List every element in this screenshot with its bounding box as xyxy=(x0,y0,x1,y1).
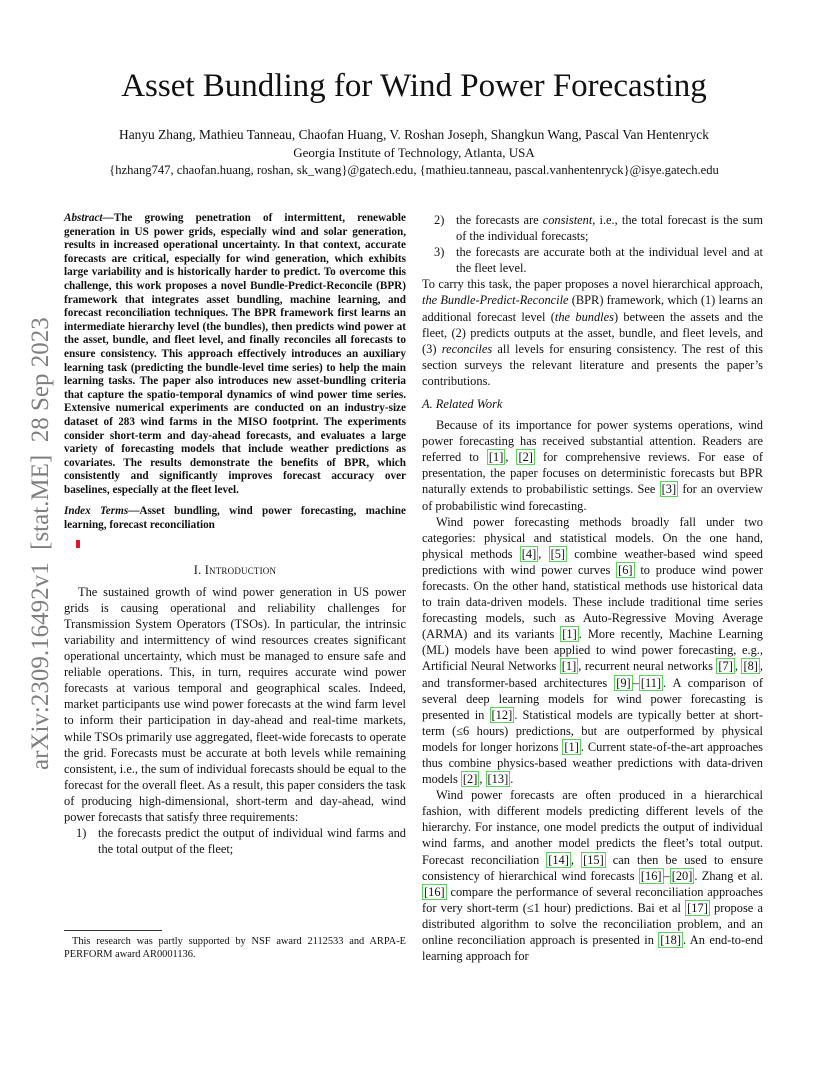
text-run: , xyxy=(734,659,742,674)
intro-paragraph-1: The sustained growth of wind power generation in US power grids is causing operational and reliability challenges for Transmission System Operators (TSOs). In particular, the intrinsic variability and intermittency of wind resources creates significant operational uncertainty, which must be managed to ensure safe and reliable operations. This, in turn, requires accurate wind power forecasts at various temporal and geographical scales. Indeed, market participants use wind power forecasts at the wind farm level to inform their participation in day-ahead and real-time markets, while TSOs primarily use aggregated, fleet-wide forecasts to operate the grid. Forecasts must be accurate at both levels while remaining consistent, i.e., the sum of individual forecasts should be equal to the forecast for the overall fleet. As a result, this paper considers the task of producing high-dimensional, short-term and day-ahead, wind power forecasts that satisfy three requirements: xyxy=(64,584,407,824)
text-emphasis: the Bundle-Predict-Reconcile xyxy=(422,293,569,308)
citation-link[interactable]: [6] xyxy=(618,562,633,577)
citation-link[interactable]: [1] xyxy=(562,627,577,642)
section-number: I. xyxy=(193,562,205,577)
text-run: , recurrent neural networks xyxy=(578,659,717,674)
footnote: This research was partly supported by NSF award 2112533 and ARPA-E PERFORM award AR0001136. xyxy=(64,936,406,960)
text-run: – xyxy=(632,675,639,690)
citation-link[interactable]: [5] xyxy=(550,546,566,561)
citation-link[interactable]: [12] xyxy=(491,707,513,722)
subsection-heading-related-work: A. Related Work xyxy=(422,397,503,412)
paper-title: Asset Bundling for Wind Power Forecasting xyxy=(121,68,707,104)
index-terms xyxy=(64,505,406,532)
text-run: To carry this task, the paper proposes a novel hierarchical approach, xyxy=(422,277,763,292)
text-run: compare the performance of several reconciliation approaches for very short-term (≤1 hour) predictions. Bai et al xyxy=(422,884,763,915)
list-text: the forecasts are accurate both at the individual level and at the fleet level. xyxy=(456,245,763,276)
right-column xyxy=(422,212,763,964)
text-run: . xyxy=(510,772,514,787)
text-run: all levels for ensuring consistency. The rest of this section surveys the relevant literature and presents the paper’s contributions. xyxy=(422,341,764,388)
list-number: 2) xyxy=(434,213,445,227)
text-run: for comprehensive reviews. For ease of presentation, the paper focuses on deterministic forecasts but BPR naturally extends to probabilistic settings. See xyxy=(422,450,763,497)
arxiv-stamp xyxy=(18,270,58,790)
related-work-paragraph-1 xyxy=(422,417,763,514)
text-run: to produce wind power forecasts. On the other hand, statistical methods use historical data to train data-driven models. These include traditional time series forecasting models, such as Auto-Regressive Moving Average (ARMA) and its variants xyxy=(422,562,763,642)
list-item xyxy=(422,244,763,276)
requirements-list xyxy=(64,825,406,857)
text-run: . Current state-of-the-art approaches thus combine physics-based weather predictions with data-driven models xyxy=(422,739,763,787)
citation-link[interactable]: [14] xyxy=(548,852,569,867)
citation-link[interactable]: [1] xyxy=(564,739,579,754)
abstract-lead: Abstract xyxy=(64,212,103,224)
left-column xyxy=(64,212,406,857)
list-item xyxy=(64,825,406,857)
citation-link[interactable]: [1] xyxy=(488,450,504,465)
citation-link[interactable]: [17] xyxy=(687,900,708,915)
text-run: . An end-to-end learning approach for xyxy=(422,933,763,964)
text-run: , xyxy=(538,546,549,561)
index-terms-lead: Index Terms xyxy=(64,505,129,518)
citation-link[interactable]: [4] xyxy=(521,546,537,561)
citation-link[interactable]: [2] xyxy=(518,450,533,465)
text-run: combine weather-based wind speed predictions with wind power curves xyxy=(422,546,763,577)
citation-link[interactable]: [7] xyxy=(718,659,733,674)
text-run: – xyxy=(663,868,670,883)
section-title: Introduction xyxy=(204,562,277,577)
text-run: (BPR) framework, which (1) learns an additional forecast level ( xyxy=(422,293,764,324)
related-work-paragraph-3 xyxy=(422,787,763,964)
citation-link[interactable]: [16] xyxy=(424,884,445,899)
citation-link[interactable]: [20] xyxy=(671,868,693,883)
text-run: ) between the assets and the fleet, (2) predicts outputs at the asset, bundle, and fleet levels, and (3) xyxy=(422,309,764,356)
text-emphasis: reconciles xyxy=(441,341,493,356)
footnote-rule xyxy=(64,930,162,931)
intro-paragraph-2 xyxy=(422,276,763,389)
related-work-paragraph-2 xyxy=(422,514,763,788)
list-number: 1) xyxy=(76,826,87,841)
citation-link[interactable]: [13] xyxy=(487,772,509,787)
text-run: for an overview of probabilistic wind forecasting. xyxy=(422,482,763,513)
list-text: , i.e., the total forecast is the sum of the individual forecasts; xyxy=(456,213,763,244)
affiliation: Georgia Institute of Technology, Atlanta, USA xyxy=(293,145,535,160)
list-item xyxy=(422,212,763,244)
list-text: the forecasts are xyxy=(456,213,543,227)
text-run: , xyxy=(479,772,486,787)
citation-link[interactable]: [1] xyxy=(561,659,577,674)
text-run: . Statistical models are typically better at short-term (≤6 hours) predictions, but are outperformed by physical models for longer horizons xyxy=(422,707,763,754)
citation-link[interactable]: [15] xyxy=(583,852,604,867)
index-terms-text: —Asset bundling, wind power forecasting, machine learning, forecast reconciliation xyxy=(64,505,406,532)
list-emphasis: consistent xyxy=(542,213,593,227)
text-run: Because of its importance for power systems operations, wind power forecasting has received substantial attention. Readers are referred to xyxy=(422,418,763,465)
list-number: 3) xyxy=(434,245,445,260)
text-run: , xyxy=(570,852,582,867)
requirements-list-continued xyxy=(422,212,763,276)
citation-link[interactable]: [3] xyxy=(661,482,677,497)
text-run: . A comparison of several deep learning models for wind power forecasting is presented in xyxy=(422,675,763,722)
list-text: the forecasts predict the output of individual wind farms and the total output of the fleet; xyxy=(98,826,406,857)
email-list: {hzhang747, chaofan.huang, roshan, sk_wang}@gatech.edu, {mathieu.tanneau, pascal.vanhentenryck}@isye.gatech.edu xyxy=(109,163,719,177)
text-emphasis: the bundles xyxy=(554,309,614,324)
red-mark xyxy=(76,540,80,548)
text-run: . More recently, Machine Learning (ML) models have been applied to wind power forecasting, e.g., Artificial Neural Networks xyxy=(422,627,763,674)
abstract-text: —The growing penetration of intermittent, renewable generation in US power grids, especially wind and solar generation, results in increased operational uncertainty. In that context, accurate forecasts are critical, especially for wind generation, which exhibits large variability and is historically harder to predict. To overcome this challenge, this work proposes a novel Bundle-Predict-Reconcile (BPR) framework that integrates asset bundling, machine learning, and forecast reconciliation techniques. The BPR framework first learns an intermediate hierarchy level (the bundles), then predicts wind power at the asset, bundle, and fleet level, and finally reconciles all forecasts to ensure consistency. This approach effectively introduces an auxiliary learning task (predicting the bundle-level time series) to help the main learning tasks. The paper also introduces new asset-bundling criteria that capture the spatio-temporal dynamics of wind power time series. Extensive numerical experiments are conducted on an industry-size dataset of 283 wind farms in the MISO footprint. The experiments consider short-term and day-ahead forecasts, and evaluates a large variety of forecasting models that include weather predictions as covariates. The results demonstrate the benefits of BPR, which consistently and significantly improves forecast accuracy over baselines, especially at the fleet level. xyxy=(64,212,406,496)
text-run: Wind power forecasting methods broadly fall under two categories: physical and statistical models. On the one hand, physical methods xyxy=(422,514,763,561)
section-heading-introduction xyxy=(64,563,406,578)
text-run: can then be used to ensure consistency of hierarchical wind forecasts xyxy=(422,852,764,883)
text-run: propose a distributed algorithm to solve the reconciliation problem, and an online reconciliation approach is presented in xyxy=(422,900,763,948)
text-run: Wind power forecasts are often produced in a hierarchical fashion, with different models predicting different levels of the hierarchy. For instance, one model predicts the output of individual wind farms, and another model predicts the fleet’s total output. Forecast reconciliation xyxy=(422,788,763,867)
citation-link[interactable]: [9] xyxy=(616,675,631,690)
citation-link[interactable]: [8] xyxy=(743,659,758,674)
author-list: Hanyu Zhang, Mathieu Tanneau, Chaofan Huang, V. Roshan Joseph, Shangkun Wang, Pascal Van Hentenryck xyxy=(119,127,709,142)
citation-link[interactable]: [11] xyxy=(640,675,662,690)
text-run: , xyxy=(505,450,517,465)
text-run: . Zhang et al. xyxy=(694,868,763,883)
citation-link[interactable]: [18] xyxy=(660,933,681,948)
arxiv-id: arXiv:2309.16492v1 [stat.ME] 28 Sep 2023 xyxy=(27,317,54,770)
text-run: , and transformer-based architectures xyxy=(422,659,763,690)
abstract xyxy=(64,212,406,497)
citation-link[interactable]: [16] xyxy=(640,868,662,883)
citation-link[interactable]: [2] xyxy=(462,772,478,787)
